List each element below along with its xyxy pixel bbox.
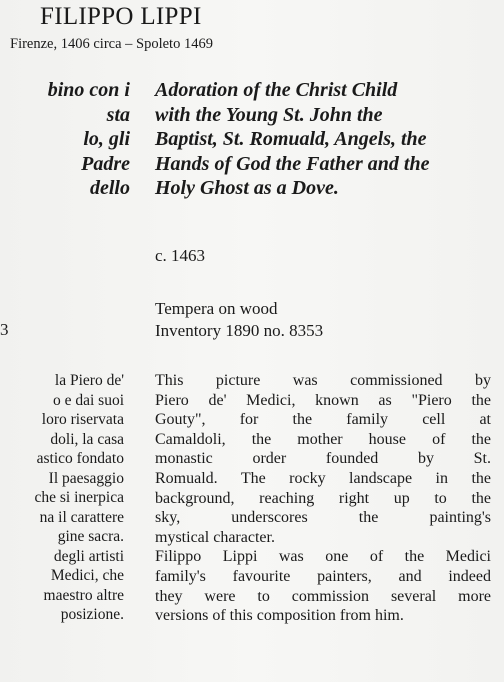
inventory-line: Inventory 1890 no. 8353: [155, 320, 324, 340]
english-title-line: Hands of God the Father and the: [155, 152, 430, 175]
italian-body-line: gine sacra.: [57, 528, 124, 545]
italian-body-line: Il paesaggio: [48, 469, 124, 487]
english-body-line: This picture was commissioned by: [155, 372, 491, 389]
english-body-line: versions of this composition from him.: [155, 607, 404, 625]
italian-title-line: dello: [90, 177, 130, 199]
italian-title: [0, 78, 130, 201]
italian-title-line: sta: [106, 103, 130, 126]
italian-body-line: na il carattere: [39, 508, 124, 526]
italian-inventory-fragment: 3: [0, 320, 9, 339]
italian-body-line: la Piero de': [54, 372, 124, 389]
artwork-medium: [155, 298, 323, 341]
italian-title-line: Padre: [81, 152, 130, 175]
italian-title-line: bino con i: [47, 79, 130, 101]
english-body-line: sky, underscores the painting's: [155, 509, 491, 527]
english-title: [155, 78, 495, 201]
english-body-line: mystical character.: [155, 528, 275, 546]
italian-description: [0, 371, 124, 625]
english-body-line: Romuald. The rocky landscape in the: [155, 469, 491, 487]
medium-line: Tempera on wood: [155, 299, 278, 318]
italian-body-line: Medici, che: [50, 567, 124, 584]
italian-body-line: o e dai suoi: [52, 391, 124, 409]
english-body-line: Piero de' Medici, known as "Piero the: [155, 391, 491, 409]
italian-title-line: lo, gli: [83, 128, 130, 150]
artist-name: FILIPPO LIPPI: [40, 3, 202, 30]
italian-body-line: astico fondato: [36, 450, 124, 467]
italian-body-line: posizione.: [60, 606, 124, 623]
artwork-date: c. 1463: [155, 246, 206, 265]
english-title-line: Holy Ghost as a Dove.: [155, 177, 339, 199]
italian-body-line: degli artisti: [53, 547, 124, 565]
english-title-line: with the Young St. John the: [155, 103, 383, 126]
english-body-line: background, reaching right up to the: [155, 489, 491, 507]
italian-body-line: maestro altre: [43, 586, 124, 604]
italian-body-line: che si inerpica: [34, 489, 124, 506]
italian-body-line: doli, la casa: [50, 430, 124, 448]
english-title-line: Adoration of the Christ Child: [155, 79, 398, 101]
english-body-line: Camaldoli, the mother house of the: [155, 430, 491, 448]
english-body-line: they were to commission several more: [155, 587, 491, 605]
english-body-line: Filippo Lippi was one of the Medici: [155, 548, 491, 566]
italian-body-line: loro riservata: [41, 411, 124, 428]
english-body-line: Gouty", for the family cell at: [155, 411, 491, 429]
english-description: [155, 371, 491, 626]
english-title-line: Baptist, St. Romuald, Angels, the: [155, 128, 427, 150]
english-body-line: monastic order founded by St.: [155, 450, 491, 468]
artist-dates: Firenze, 1406 circa – Spoleto 1469: [10, 36, 213, 52]
english-body-line: family's favourite painters, and indeed: [155, 567, 491, 585]
